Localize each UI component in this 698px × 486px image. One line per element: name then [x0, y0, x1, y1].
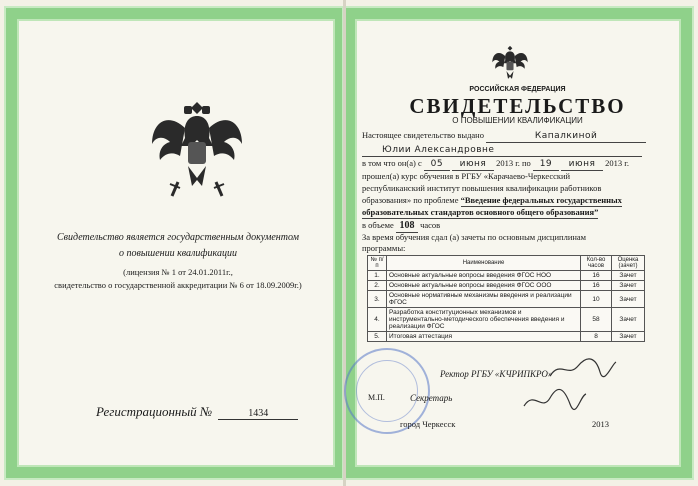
problem-line-2: образовательных стандартов основного общего образования”: [362, 207, 599, 217]
volume-prefix: в объеме: [362, 220, 394, 230]
license-line-2: свидетельство о государственной аккредитации № 6 от 18.09.2009г.): [54, 280, 302, 290]
row-hours: 10: [581, 291, 612, 308]
small-coat-of-arms-icon: [488, 42, 532, 86]
city: город Черкесск: [400, 419, 456, 429]
row-hours: 8: [581, 332, 612, 342]
caption-line-2: о повышении квалификации: [119, 248, 237, 259]
caption-line-1: Свидетельство является государственным документом: [57, 232, 299, 243]
row-grade: Зачет: [612, 271, 645, 281]
volume-suffix: часов: [420, 220, 441, 230]
period-prefix: в том что он(а) с: [362, 158, 422, 168]
year-line: [592, 418, 609, 430]
row-num: 1.: [368, 271, 387, 281]
row-hours: 16: [581, 281, 612, 291]
name-line: [362, 143, 642, 157]
header-name: Наименование: [387, 256, 581, 271]
secretary-signature-icon: [520, 384, 590, 414]
volume-hours: 108: [396, 220, 418, 233]
page-fold: [343, 0, 346, 486]
courses-table: [367, 255, 645, 342]
rector-label: Ректор РГБУ «КЧРИПКРО»: [440, 369, 553, 379]
row-name: Основные актуальные вопросы введения ФГОС НОО: [387, 271, 581, 281]
issued-label: Настоящее свидетельство выдано: [362, 130, 484, 140]
row-num: 2.: [368, 281, 387, 291]
license-line-1: (лицензия № 1 от 24.01.2011г.,: [123, 267, 233, 277]
row-num: 5.: [368, 332, 387, 342]
row-num: 4.: [368, 308, 387, 332]
table-row: [368, 271, 645, 281]
problem-line-2-row: [362, 206, 598, 219]
surname: Капалкиной: [486, 130, 646, 143]
reg-label: Регистрационный №: [96, 404, 213, 419]
row-name: Итоговая аттестация: [387, 332, 581, 342]
year: 2013: [592, 419, 609, 429]
start-month: июня: [452, 158, 494, 171]
row-grade: Зачет: [612, 308, 645, 332]
period-line: [362, 157, 629, 171]
row-hours: 16: [581, 271, 612, 281]
end-month: июня: [561, 158, 603, 171]
row-grade: Зачет: [612, 332, 645, 342]
exams-line-2: программы:: [362, 243, 406, 253]
table-row: [368, 291, 645, 308]
study-line-2: республиканский институт повышения квалификации работников: [362, 183, 602, 193]
row-num: 3.: [368, 291, 387, 308]
certificate-title: СВИДЕТЕЛЬСТВО: [409, 94, 626, 118]
row-name: Разработка конституционных механизмов и инструментально-методического обеспечения введения и реализации ФГОС: [387, 308, 581, 332]
left-caption: [30, 230, 326, 262]
header-hours: Кол-во часов: [581, 256, 612, 271]
end-day: 19: [533, 158, 559, 171]
license-info: [30, 266, 326, 292]
start-day: 05: [424, 158, 450, 171]
row-name: Основные актуальные вопросы введения ФГОС ООО: [387, 281, 581, 291]
coat-of-arms-icon: [148, 92, 246, 204]
start-year: 2013 г. по: [496, 158, 531, 168]
end-year: 2013 г.: [605, 158, 629, 168]
mp-label: М.П.: [368, 393, 385, 402]
rector-signature-line: [440, 369, 552, 379]
certificate-subtitle: О ПОВЫШЕНИИ КВАЛИФИКАЦИИ: [452, 116, 583, 125]
country-label: РОССИЙСКАЯ ФЕДЕРАЦИЯ: [469, 86, 566, 93]
study-line-1: прошел(а) курс обучения в РГБУ «Карачаево-Черкесский: [362, 171, 571, 181]
registration-number: [96, 404, 298, 420]
row-name: Основные нормативные механизмы введения и реализации ФГОС: [387, 291, 581, 308]
reg-number-value: 1434: [218, 408, 298, 420]
given-names: Юлии Александровне: [362, 144, 642, 157]
table-row: [368, 281, 645, 291]
issued-line: [362, 129, 646, 143]
row-hours: 58: [581, 308, 612, 332]
secretary-label: Секретарь: [410, 393, 453, 403]
row-grade: Зачет: [612, 291, 645, 308]
table-row: [368, 308, 645, 332]
problem-line-1: “Введение федеральных государственных: [460, 195, 622, 205]
table-row: [368, 332, 645, 342]
exams-line-1: За время обучения сдал (а) зачеты по основным дисциплинам: [362, 232, 587, 242]
table-header-row: [368, 256, 645, 271]
header-num: № п/п: [368, 256, 387, 271]
problem-prefix: образования» по проблеме: [362, 195, 459, 205]
row-grade: Зачет: [612, 281, 645, 291]
header-grade: Оценка (зачет): [612, 256, 645, 271]
rector-signature-icon: [548, 356, 618, 382]
